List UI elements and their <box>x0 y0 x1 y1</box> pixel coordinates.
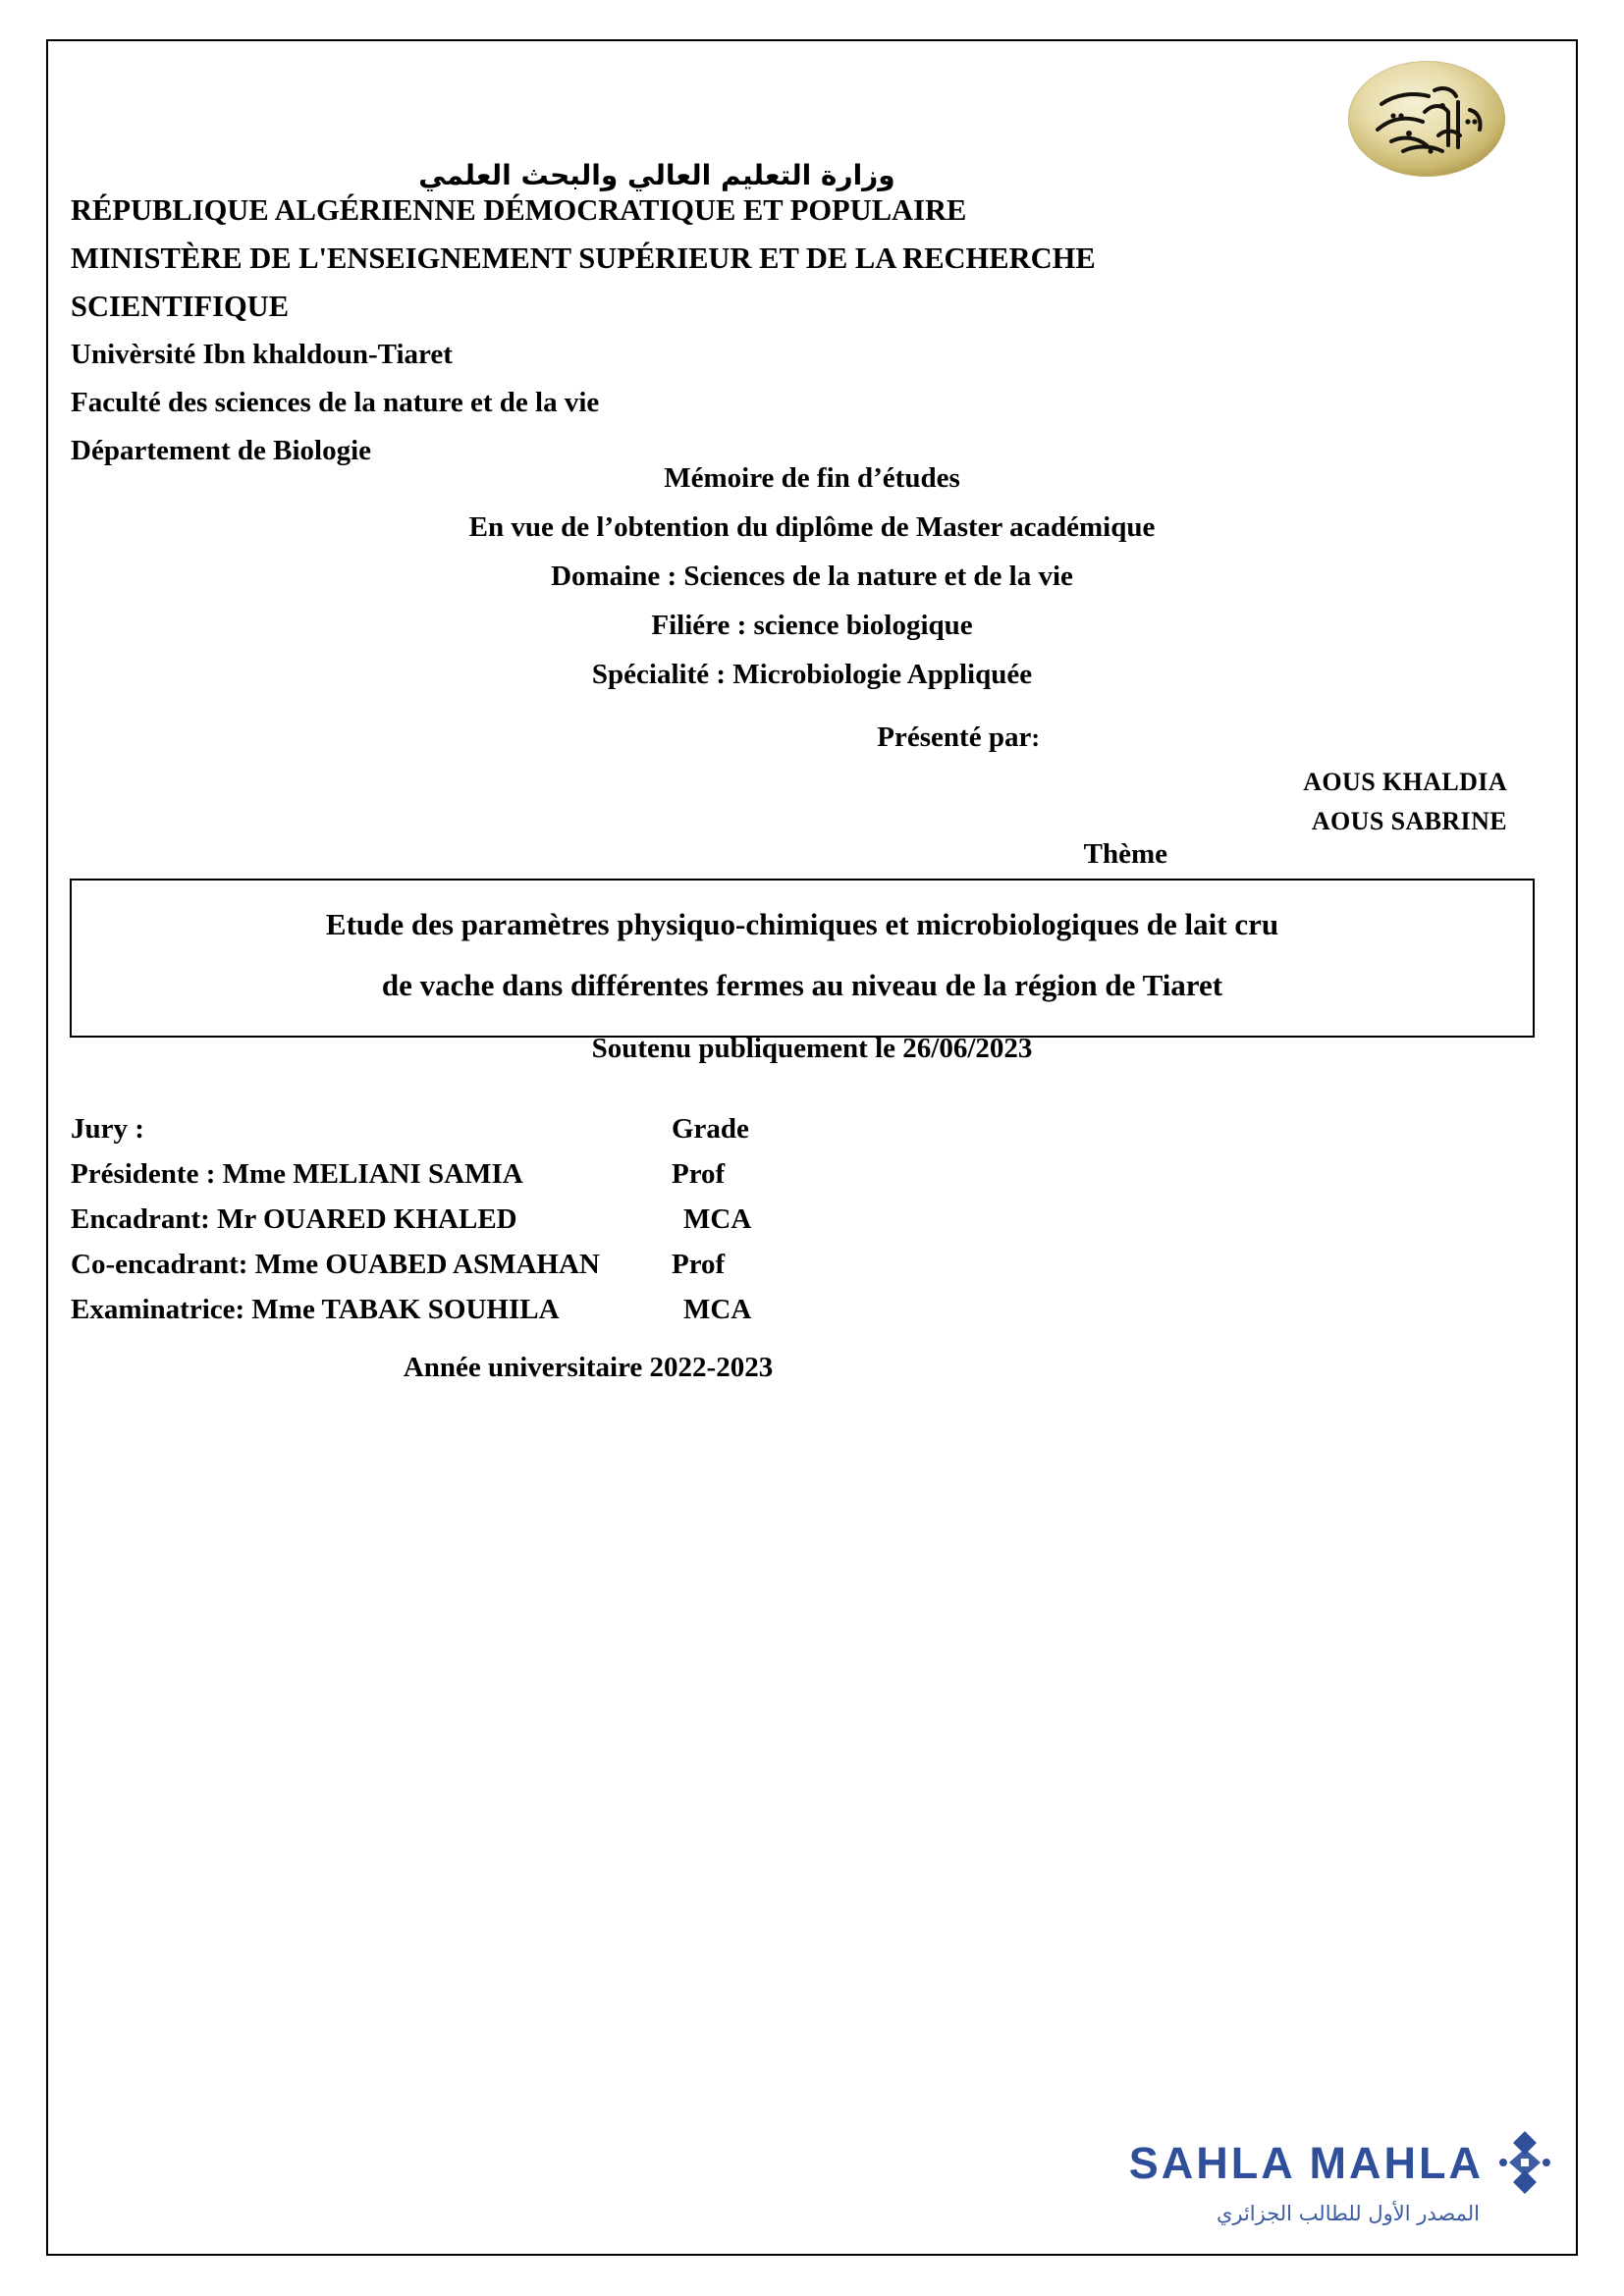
degree-block <box>48 454 1576 699</box>
university-seal-logo <box>1348 61 1505 177</box>
jury-member-name: Présidente : Mme MELIANI SAMIA <box>71 1158 523 1190</box>
watermark <box>1061 2131 1552 2224</box>
jury-member-grade: MCA <box>683 1294 752 1325</box>
author-name: AOUS SABRINE <box>1311 807 1507 835</box>
department-line: Département de Biologie <box>71 435 372 466</box>
jury-member-grade: Prof <box>672 1249 726 1280</box>
university-line: Univèrsité Ibn khaldoun-Tiaret <box>71 339 453 370</box>
jury-member-grade: Prof <box>672 1158 726 1190</box>
ministry-line-2: SCIENTIFIQUE <box>71 290 290 323</box>
jury-header-label: Jury : <box>71 1113 144 1145</box>
theme-label: Thème <box>1083 838 1167 870</box>
watermark-tagline: المصدر الأول للطالب الجزائري <box>1216 2202 1480 2225</box>
ministry-line-1: MINISTÈRE DE L'ENSEIGNEMENT SUPÉRIEUR ET DE LA RECHERCHE <box>71 241 1096 275</box>
presented-by-label <box>48 721 1040 754</box>
theme-title-line-1: Etude des paramètres physiquo-chimiques et microbiologiques de lait cru <box>325 907 1279 941</box>
author-name: AOUS KHALDIA <box>1303 768 1507 796</box>
watermark-brand: SAHLA MAHLA <box>1128 2137 1484 2188</box>
presented-by-colon: : <box>1031 723 1040 752</box>
presented-by-text: Présenté par <box>877 721 1032 753</box>
jury-table <box>71 1113 1465 1339</box>
specialite-line: Spécialité : Microbiologie Appliquée <box>591 659 1033 690</box>
domaine-line: Domaine : Sciences de la nature et de la vie <box>551 561 1073 592</box>
republic-line: RÉPUBLIQUE ALGÉRIENNE DÉMOCRATIQUE ET POPULAIRE <box>71 193 967 227</box>
institution-heading-block <box>71 187 1347 475</box>
memoire-line: Mémoire de fin d’études <box>664 462 960 494</box>
defense-statement: Soutenu publiquement le 26/06/2023 <box>591 1033 1033 1064</box>
jury-header-grade: Grade <box>672 1113 749 1145</box>
arabic-ministry-header: وزارة التعليم العالي والبحث العلمي <box>418 159 895 191</box>
watermark-logo-icon <box>1497 2131 1552 2194</box>
table-row <box>71 1294 1465 1339</box>
faculty-line: Faculté des sciences de la nature et de la vie <box>71 387 600 418</box>
table-row <box>71 1249 1465 1294</box>
jury-member-grade: MCA <box>683 1203 752 1235</box>
jury-member-name: Co-encadrant: Mme OUABED ASMAHAN <box>71 1249 600 1280</box>
academic-year: Année universitaire 2022-2023 <box>403 1352 774 1383</box>
jury-member-name: Examinatrice: Mme TABAK SOUHILA <box>71 1294 560 1325</box>
filiere-line: Filiére : science biologique <box>651 610 973 641</box>
document-page <box>46 39 1578 2256</box>
diploma-purpose-line: En vue de l’obtention du diplôme de Master académique <box>468 511 1156 543</box>
theme-title-line-2: de vache dans différentes fermes au niveau de la région de Tiaret <box>381 968 1223 1002</box>
authors-list <box>997 763 1507 841</box>
table-row <box>71 1158 1465 1203</box>
jury-member-name: Encadrant: Mr OUARED KHALED <box>71 1203 517 1235</box>
theme-title-box <box>70 879 1535 1038</box>
jury-header-row <box>71 1113 1465 1158</box>
table-row <box>71 1203 1465 1249</box>
